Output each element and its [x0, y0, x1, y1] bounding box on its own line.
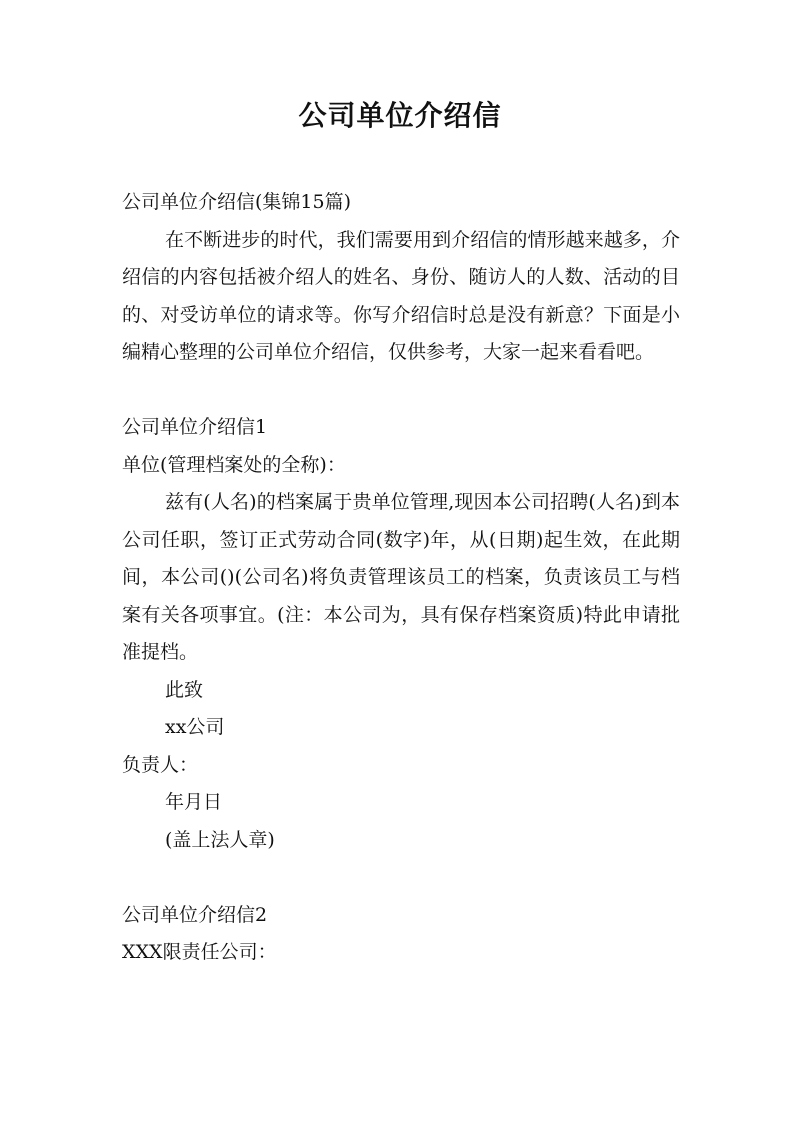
section-gap: [122, 859, 680, 897]
section-gap: [122, 372, 680, 410]
letter1-responsible: 负责人：: [122, 753, 199, 776]
intro-subtitle: 公司单位介绍信(集锦15篇): [122, 191, 352, 213]
letter1-closing: 此致: [165, 678, 204, 701]
letter1-date: 年月日: [165, 791, 223, 813]
letter2-addressee: XXX限责任公司：: [122, 941, 277, 963]
letter1-addressee: 单位(管理档案处的全称)：: [122, 453, 346, 476]
intro-paragraph: 在不断进步的时代，我们需要用到介绍信的情形越来越多，介绍信的内容包括被介绍人的姓名、身份、随访人的人数、活动的目的、对受访单位的请求等。你写介绍信时总是没有新意？下面是小编精心整理的公司单位介绍信，仅供参考，大家一起来看看吧。: [122, 228, 680, 363]
letter1-seal: (盖上法人章): [165, 828, 275, 851]
letter1-company: xx公司: [165, 716, 225, 738]
letter2-heading: 公司单位介绍信2: [122, 903, 268, 926]
document-title: 公司单位介绍信: [298, 99, 502, 132]
letter1-heading: 公司单位介绍信1: [122, 416, 268, 438]
letter1-body: 兹有(人名)的档案属于贵单位管理,现因本公司招聘(人名)到本公司任职，签订正式劳动合同(数字)年，从(日期)起生效，在此期间，本公司()(公司名)将负责管理该员工的档案，负责该员工与档案有关各项事宜。(注：本公司为，具有保存档案资质)特此申请批准提档。: [122, 491, 680, 663]
document-body: [122, 184, 680, 972]
